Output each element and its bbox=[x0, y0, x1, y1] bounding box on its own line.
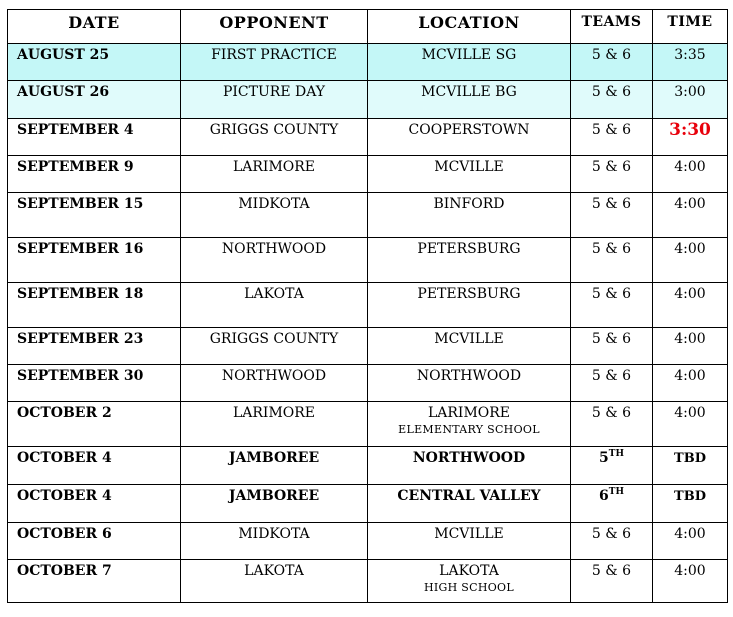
row-location: PETERSBURG bbox=[368, 283, 571, 328]
row-date: OCTOBER 2 bbox=[8, 402, 181, 447]
row-time: TBD bbox=[653, 485, 728, 523]
table-row bbox=[8, 485, 728, 523]
table-row bbox=[8, 560, 728, 603]
row-date: OCTOBER 7 bbox=[8, 560, 181, 603]
table-row bbox=[8, 523, 728, 560]
table-row bbox=[8, 193, 728, 238]
row-date: SEPTEMBER 15 bbox=[8, 193, 181, 238]
teams-number: 5 bbox=[599, 450, 609, 466]
row-opponent: PICTURE DAY bbox=[181, 81, 368, 119]
row-date: SEPTEMBER 18 bbox=[8, 283, 181, 328]
row-opponent: LAKOTA bbox=[181, 560, 368, 603]
row-opponent: NORTHWOOD bbox=[181, 365, 368, 402]
row-teams bbox=[571, 485, 653, 523]
header-opponent: OPPONENT bbox=[181, 10, 368, 44]
header-date: DATE bbox=[8, 10, 181, 44]
row-time: 4:00 bbox=[653, 193, 728, 238]
row-teams: 5 & 6 bbox=[571, 523, 653, 560]
row-opponent: LARIMORE bbox=[181, 402, 368, 447]
row-opponent: JAMBOREE bbox=[181, 485, 368, 523]
row-location: NORTHWOOD bbox=[368, 365, 571, 402]
table-row bbox=[8, 402, 728, 447]
row-location: NORTHWOOD bbox=[368, 447, 571, 485]
row-date: AUGUST 25 bbox=[8, 44, 181, 81]
row-opponent: LARIMORE bbox=[181, 156, 368, 193]
row-location bbox=[368, 402, 571, 447]
row-location-sub: ELEMENTARY SCHOOL bbox=[398, 423, 540, 436]
teams-ordinal: TH bbox=[608, 487, 624, 497]
row-teams: 5 & 6 bbox=[571, 44, 653, 81]
alert-time: 3:30 bbox=[669, 120, 711, 140]
row-location: COOPERSTOWN bbox=[368, 119, 571, 156]
row-date: SEPTEMBER 16 bbox=[8, 238, 181, 283]
header-location: LOCATION bbox=[368, 10, 571, 44]
row-teams: 5 & 6 bbox=[571, 560, 653, 603]
row-time: 4:00 bbox=[653, 560, 728, 603]
row-location: PETERSBURG bbox=[368, 238, 571, 283]
row-location: BINFORD bbox=[368, 193, 571, 238]
teams-number: 6 bbox=[599, 488, 609, 504]
table-row bbox=[8, 328, 728, 365]
table-row bbox=[8, 119, 728, 156]
row-date: OCTOBER 6 bbox=[8, 523, 181, 560]
row-time: 4:00 bbox=[653, 523, 728, 560]
row-time: 4:00 bbox=[653, 402, 728, 447]
row-time: 4:00 bbox=[653, 328, 728, 365]
header-row bbox=[8, 10, 728, 44]
row-date: SEPTEMBER 30 bbox=[8, 365, 181, 402]
row-location-main: LARIMORE bbox=[427, 405, 511, 421]
row-opponent: MIDKOTA bbox=[181, 523, 368, 560]
row-location: MCVILLE bbox=[368, 328, 571, 365]
row-location: CENTRAL VALLEY bbox=[368, 485, 571, 523]
row-time: TBD bbox=[653, 447, 728, 485]
row-teams: 5 & 6 bbox=[571, 119, 653, 156]
row-teams: 5 & 6 bbox=[571, 402, 653, 447]
row-teams: 5 & 6 bbox=[571, 193, 653, 238]
table-row bbox=[8, 81, 728, 119]
row-time bbox=[653, 119, 728, 156]
row-date: SEPTEMBER 4 bbox=[8, 119, 181, 156]
table-row bbox=[8, 156, 728, 193]
row-location: MCVILLE SG bbox=[368, 44, 571, 81]
row-teams bbox=[571, 447, 653, 485]
row-opponent: MIDKOTA bbox=[181, 193, 368, 238]
row-date: OCTOBER 4 bbox=[8, 447, 181, 485]
row-opponent: LAKOTA bbox=[181, 283, 368, 328]
table-row bbox=[8, 238, 728, 283]
row-time: 4:00 bbox=[653, 156, 728, 193]
row-opponent: FIRST PRACTICE bbox=[181, 44, 368, 81]
row-teams: 5 & 6 bbox=[571, 238, 653, 283]
row-teams: 5 & 6 bbox=[571, 283, 653, 328]
row-opponent: NORTHWOOD bbox=[181, 238, 368, 283]
row-time: 4:00 bbox=[653, 238, 728, 283]
table-row bbox=[8, 365, 728, 402]
row-location: MCVILLE bbox=[368, 156, 571, 193]
row-location-sub: HIGH SCHOOL bbox=[423, 581, 514, 594]
row-location: MCVILLE BG bbox=[368, 81, 571, 119]
table-row bbox=[8, 44, 728, 81]
row-teams: 5 & 6 bbox=[571, 328, 653, 365]
row-teams: 5 & 6 bbox=[571, 81, 653, 119]
row-time: 3:35 bbox=[653, 44, 728, 81]
header-teams: TEAMS bbox=[571, 10, 653, 44]
row-opponent: GRIGGS COUNTY bbox=[181, 119, 368, 156]
row-date: SEPTEMBER 9 bbox=[8, 156, 181, 193]
row-opponent: JAMBOREE bbox=[181, 447, 368, 485]
row-date: SEPTEMBER 23 bbox=[8, 328, 181, 365]
row-teams: 5 & 6 bbox=[571, 365, 653, 402]
schedule-table bbox=[7, 9, 728, 603]
table-row bbox=[8, 447, 728, 485]
teams-ordinal: TH bbox=[608, 449, 624, 459]
header-time: TIME bbox=[653, 10, 728, 44]
row-time: 4:00 bbox=[653, 365, 728, 402]
row-location bbox=[368, 560, 571, 603]
row-date: AUGUST 26 bbox=[8, 81, 181, 119]
row-location: MCVILLE bbox=[368, 523, 571, 560]
row-time: 3:00 bbox=[653, 81, 728, 119]
row-teams: 5 & 6 bbox=[571, 156, 653, 193]
row-time: 4:00 bbox=[653, 283, 728, 328]
row-date: OCTOBER 4 bbox=[8, 485, 181, 523]
row-opponent: GRIGGS COUNTY bbox=[181, 328, 368, 365]
row-location-main: LAKOTA bbox=[439, 563, 499, 579]
table-row bbox=[8, 283, 728, 328]
